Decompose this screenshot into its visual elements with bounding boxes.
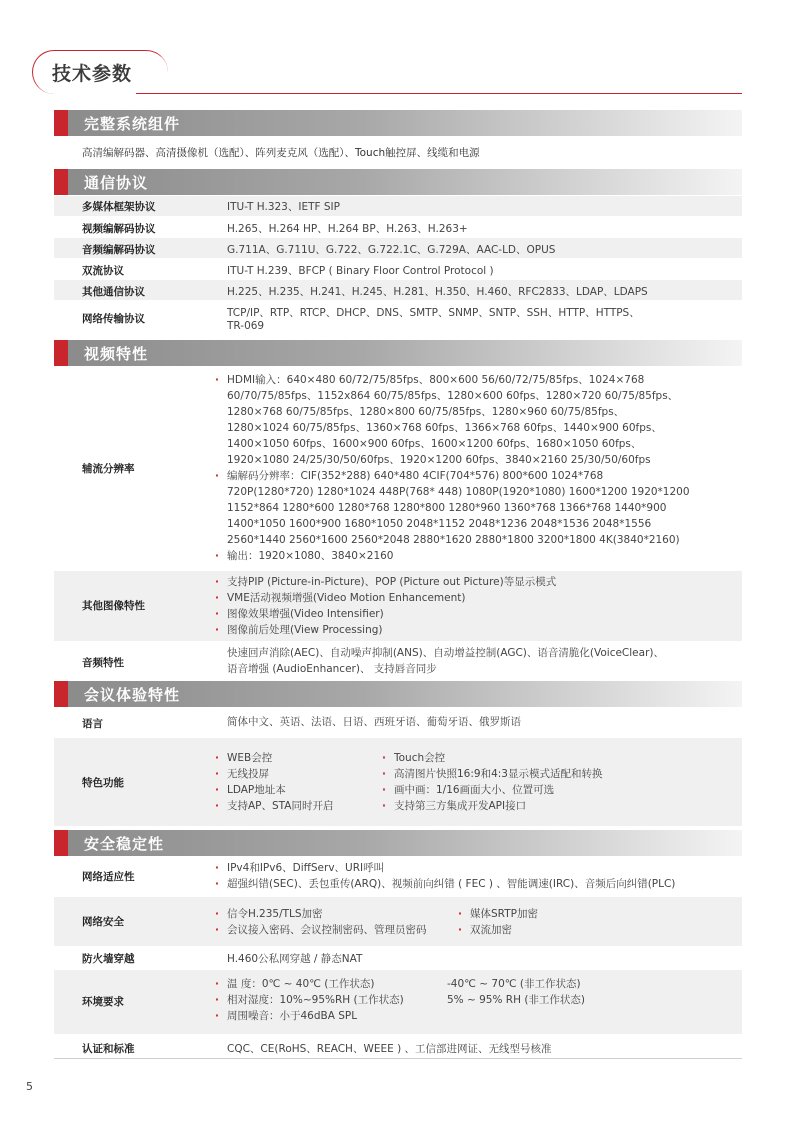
row-value: G.711A、G.711U、G.722、G.722.1C、G.729A、AAC-LD、OPUS	[227, 244, 556, 256]
list-item: · 图像效果增强(Video Intensifier)	[215, 606, 556, 622]
row-label: 网络适应性	[82, 871, 135, 883]
list-item: · 输出：1920×1080、3840×2160	[215, 548, 690, 564]
network-adapt-list	[215, 860, 675, 892]
list-item: · WEB会控	[215, 750, 333, 766]
components-text: 高清编解码器、高清摄像机（选配）、阵列麦克风（选配）、Touch触控屏、线缆和电源	[82, 147, 480, 159]
env-right-list	[447, 976, 585, 1008]
bottom-rule	[54, 1058, 742, 1059]
row-label: 其他图像特性	[82, 600, 145, 612]
row-value: TCP/IP、RTP、RTCP、DHCP、DNS、SMTP、SNMP、SNTP、SSH、HTTP、HTTPS、	[227, 307, 640, 319]
list-item: · LDAP地址本	[215, 782, 333, 798]
row-label: 认证和标准	[82, 1043, 135, 1055]
list-item: · 媒体SRTP加密	[458, 906, 538, 922]
section-components	[54, 110, 742, 136]
title-rule	[136, 93, 742, 94]
row-value: H.460公私网穿越 / 静态NAT	[227, 953, 363, 965]
list-item-cont: 1400*1050 1600*900 1680*1050 2048*1152 2048*1236 2048*1536 2048*1556	[227, 518, 652, 530]
section-title: 安全稳定性	[84, 835, 165, 853]
section-title: 完整系统组件	[84, 115, 181, 133]
list-item: · 画中画：1/16画面大小、位置可选	[382, 782, 602, 798]
list-item: · 信令H.235/TLS加密	[215, 906, 427, 922]
list-item-cont: 1280×1024 60/75/85fps、1360×768 60fps、1366×768 60fps、1440×900 60fps、	[227, 422, 662, 434]
row-label: 其他通信协议	[82, 286, 145, 298]
row-value: ITU-T H.239、BFCP ( Binary Floor Control Protocol )	[227, 265, 494, 277]
row-value: 简体中文、英语、法语、日语、西班牙语、葡萄牙语、俄罗斯语	[227, 716, 521, 728]
row-value: ITU-T H.323、IETF SIP	[227, 201, 340, 213]
list-item: · 双流加密	[458, 922, 538, 938]
list-item: · 支持AP、STA同时开启	[215, 798, 333, 814]
section-accent	[54, 110, 68, 136]
section-video	[54, 340, 742, 366]
list-item-cont: 1152*864 1280*600 1280*768 1280*800 1280*960 1360*768 1366*768 1440*900	[227, 502, 667, 514]
list-item: · IPv4和IPv6、DiffServ、URI呼叫	[215, 860, 675, 876]
aux-resolution-list	[215, 372, 690, 564]
row-label: 视频编解码协议	[82, 223, 156, 235]
row-label: 网络传输协议	[82, 313, 145, 325]
list-item: · 无线投屏	[215, 766, 333, 782]
table-row	[54, 947, 742, 969]
table-row	[54, 301, 742, 337]
table-row	[54, 196, 742, 216]
list-item-cont: 1920×1080 24/25/30/50/60fps、1920×1200 60fps、3840×2160 25/30/50/60fps	[227, 454, 651, 466]
table-row	[54, 709, 742, 737]
section-title: 通信协议	[84, 174, 149, 192]
row-value: H.225、H.235、H.241、H.245、H.281、H.350、H.460、RFC2833、LDAP、LDAPS	[227, 286, 648, 298]
section-accent	[54, 340, 68, 366]
row-label: 防火墙穿越	[82, 953, 135, 965]
table-row	[54, 738, 742, 826]
env-left-list	[215, 976, 404, 1024]
list-item: · 编解码分辨率：CIF(352*288) 640*480 4CIF(704*576) 800*600 1024*768	[215, 468, 690, 484]
table-row	[54, 217, 742, 237]
row-value: 语音增强 (AudioEnhancer)、 支持唇音同步	[227, 663, 437, 675]
row-label: 语言	[82, 718, 103, 730]
row-value: H.265、H.264 HP、H.264 BP、H.263、H.263+	[227, 223, 468, 235]
section-title: 会议体验特性	[84, 686, 181, 704]
list-item: · VME活动视频增强(Video Motion Enhancement)	[215, 590, 556, 606]
table-row	[54, 368, 742, 570]
row-label: 特色功能	[82, 777, 124, 789]
section-title: 视频特性	[84, 345, 149, 363]
list-item: · HDMI输入：640×480 60/72/75/85fps、800×600 56/60/72/75/85fps、1024×768	[215, 372, 690, 388]
row-label: 网络安全	[82, 916, 124, 928]
netsec-right-list	[458, 906, 538, 938]
list-item: · 周围噪音：小于46dBA SPL	[215, 1008, 404, 1024]
table-row	[54, 259, 742, 279]
list-item: · 温 度：0℃ ~ 40℃ (工作状态)	[215, 976, 404, 992]
row-label: 辅流分辨率	[82, 463, 135, 475]
section-meeting	[54, 681, 742, 707]
list-item: -40℃ ~ 70℃ (非工作状态)	[447, 978, 581, 990]
table-row	[54, 280, 742, 300]
list-item: · 图像前后处理(View Processing)	[215, 622, 556, 638]
row-label: 环境要求	[82, 996, 124, 1008]
list-item-cont: 2560*1440 2560*1600 2560*2048 2880*1620 2880*1800 3200*1800 4K(3840*2160)	[227, 534, 680, 546]
table-row	[54, 571, 742, 641]
row-label: 多媒体框架协议	[82, 201, 156, 213]
list-item: · 相对湿度：10%~95%RH (工作状态)	[215, 992, 404, 1008]
section-accent	[54, 169, 68, 195]
netsec-left-list	[215, 906, 427, 938]
list-item-cont: 1400×1050 60fps、1600×900 60fps、1600×1200 60fps、1680×1050 60fps、	[227, 438, 642, 450]
row-label: 音频特性	[82, 657, 124, 669]
table-row	[54, 238, 742, 258]
row-value: 快速回声消除(AEC)、自动噪声抑制(ANS)、自动增益控制(AGC)、语音清脆化(VoiceClear)、	[227, 647, 664, 659]
list-item: · 支持第三方集成开发API接口	[382, 798, 602, 814]
features-left-list	[215, 750, 333, 814]
page-number: 5	[26, 1080, 33, 1093]
page-title-frame	[32, 50, 168, 94]
row-label: 音频编解码协议	[82, 244, 156, 256]
list-item-cont: 720P(1280*720) 1280*1024 448P(768* 448) 1080P(1920*1080) 1600*1200 1920*1200	[227, 486, 690, 498]
page-title: 技术参数	[52, 63, 133, 85]
row-label: 双流协议	[82, 265, 124, 277]
table-row	[54, 897, 742, 946]
table-row	[54, 642, 742, 678]
list-item: · 会议接入密码、会议控制密码、管理员密码	[215, 922, 427, 938]
list-item: · 超强纠错(SEC)、丢包重传(ARQ)、视频前向纠错 ( FEC ) 、智能调速(IRC)、音频后向纠错(PLC)	[215, 876, 675, 892]
section-security	[54, 830, 742, 856]
table-row	[54, 970, 742, 1034]
list-item-cont: 60/70/75/85fps、1152x864 60/75/85fps、1280×600 60fps、1280×720 60/75/85fps、	[227, 390, 679, 402]
features-right-list	[382, 750, 602, 814]
table-row	[54, 1036, 742, 1058]
row-value: TR-069	[227, 320, 265, 332]
list-item: · Touch会控	[382, 750, 602, 766]
list-item: 5% ~ 95% RH (非工作状态)	[447, 994, 586, 1006]
table-row	[54, 858, 742, 896]
section-accent	[54, 830, 68, 856]
section-accent	[54, 681, 68, 707]
list-item: · 高清图片快照16:9和4:3显示模式适配和转换	[382, 766, 602, 782]
image-features-list	[215, 574, 556, 638]
list-item-cont: 1280×768 60/75/85fps、1280×800 60/75/85fps、1280×960 60/75/85fps、	[227, 406, 625, 418]
list-item: · 支持PIP (Picture-in-Picture)、POP (Picture out Picture)等显示模式	[215, 574, 556, 590]
section-protocols	[54, 169, 742, 195]
row-value: CQC、CE(RoHS、REACH、WEEE ) 、工信部进网证、无线型号核准	[227, 1043, 552, 1055]
